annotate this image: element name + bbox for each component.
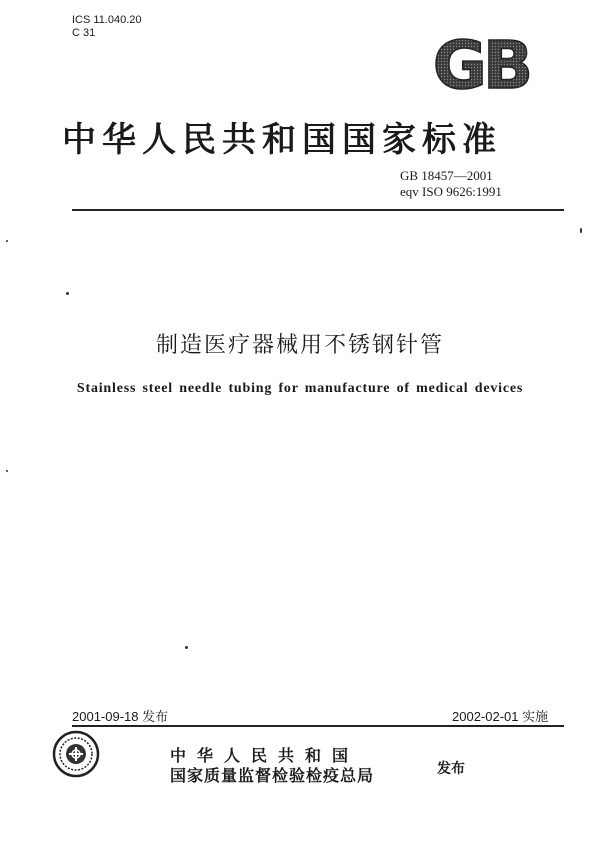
standard-codes xyxy=(400,168,502,200)
standard-category-title: 中华人民共和国国家标准 xyxy=(62,120,502,160)
bottom-divider xyxy=(72,725,564,727)
issuer-seal-icon xyxy=(52,730,100,778)
issuer-line-1: 中华人民共和国 xyxy=(170,746,360,765)
standard-number: GB 18457—2001 xyxy=(400,168,493,183)
scan-speck xyxy=(6,470,8,472)
scan-speck xyxy=(66,292,69,295)
classification-block xyxy=(72,14,142,40)
standard-equivalence: eqv ISO 9626:1991 xyxy=(400,184,502,199)
gb-logo-text: GB xyxy=(432,30,530,96)
ics-code: ICS 11.040.20 xyxy=(72,14,142,26)
scan-speck xyxy=(6,240,8,242)
document-title-cn: 制造医疗器械用不锈钢针管 xyxy=(155,333,444,358)
scan-speck xyxy=(185,646,188,649)
gb-logo xyxy=(425,30,537,96)
top-divider xyxy=(72,209,564,211)
document-title-en: Stainless steel needle tubing for manufacture of medical devices xyxy=(76,381,524,396)
issue-date: 2001-09-18 发布 xyxy=(72,709,169,724)
ccs-code: C 31 xyxy=(72,27,96,39)
issuer-action: 发布 xyxy=(437,761,465,777)
scan-speck xyxy=(580,228,582,233)
issuer-line-2: 国家质量监督检验检疫总局 xyxy=(170,766,375,785)
implementation-date: 2002-02-01 实施 xyxy=(452,709,549,724)
